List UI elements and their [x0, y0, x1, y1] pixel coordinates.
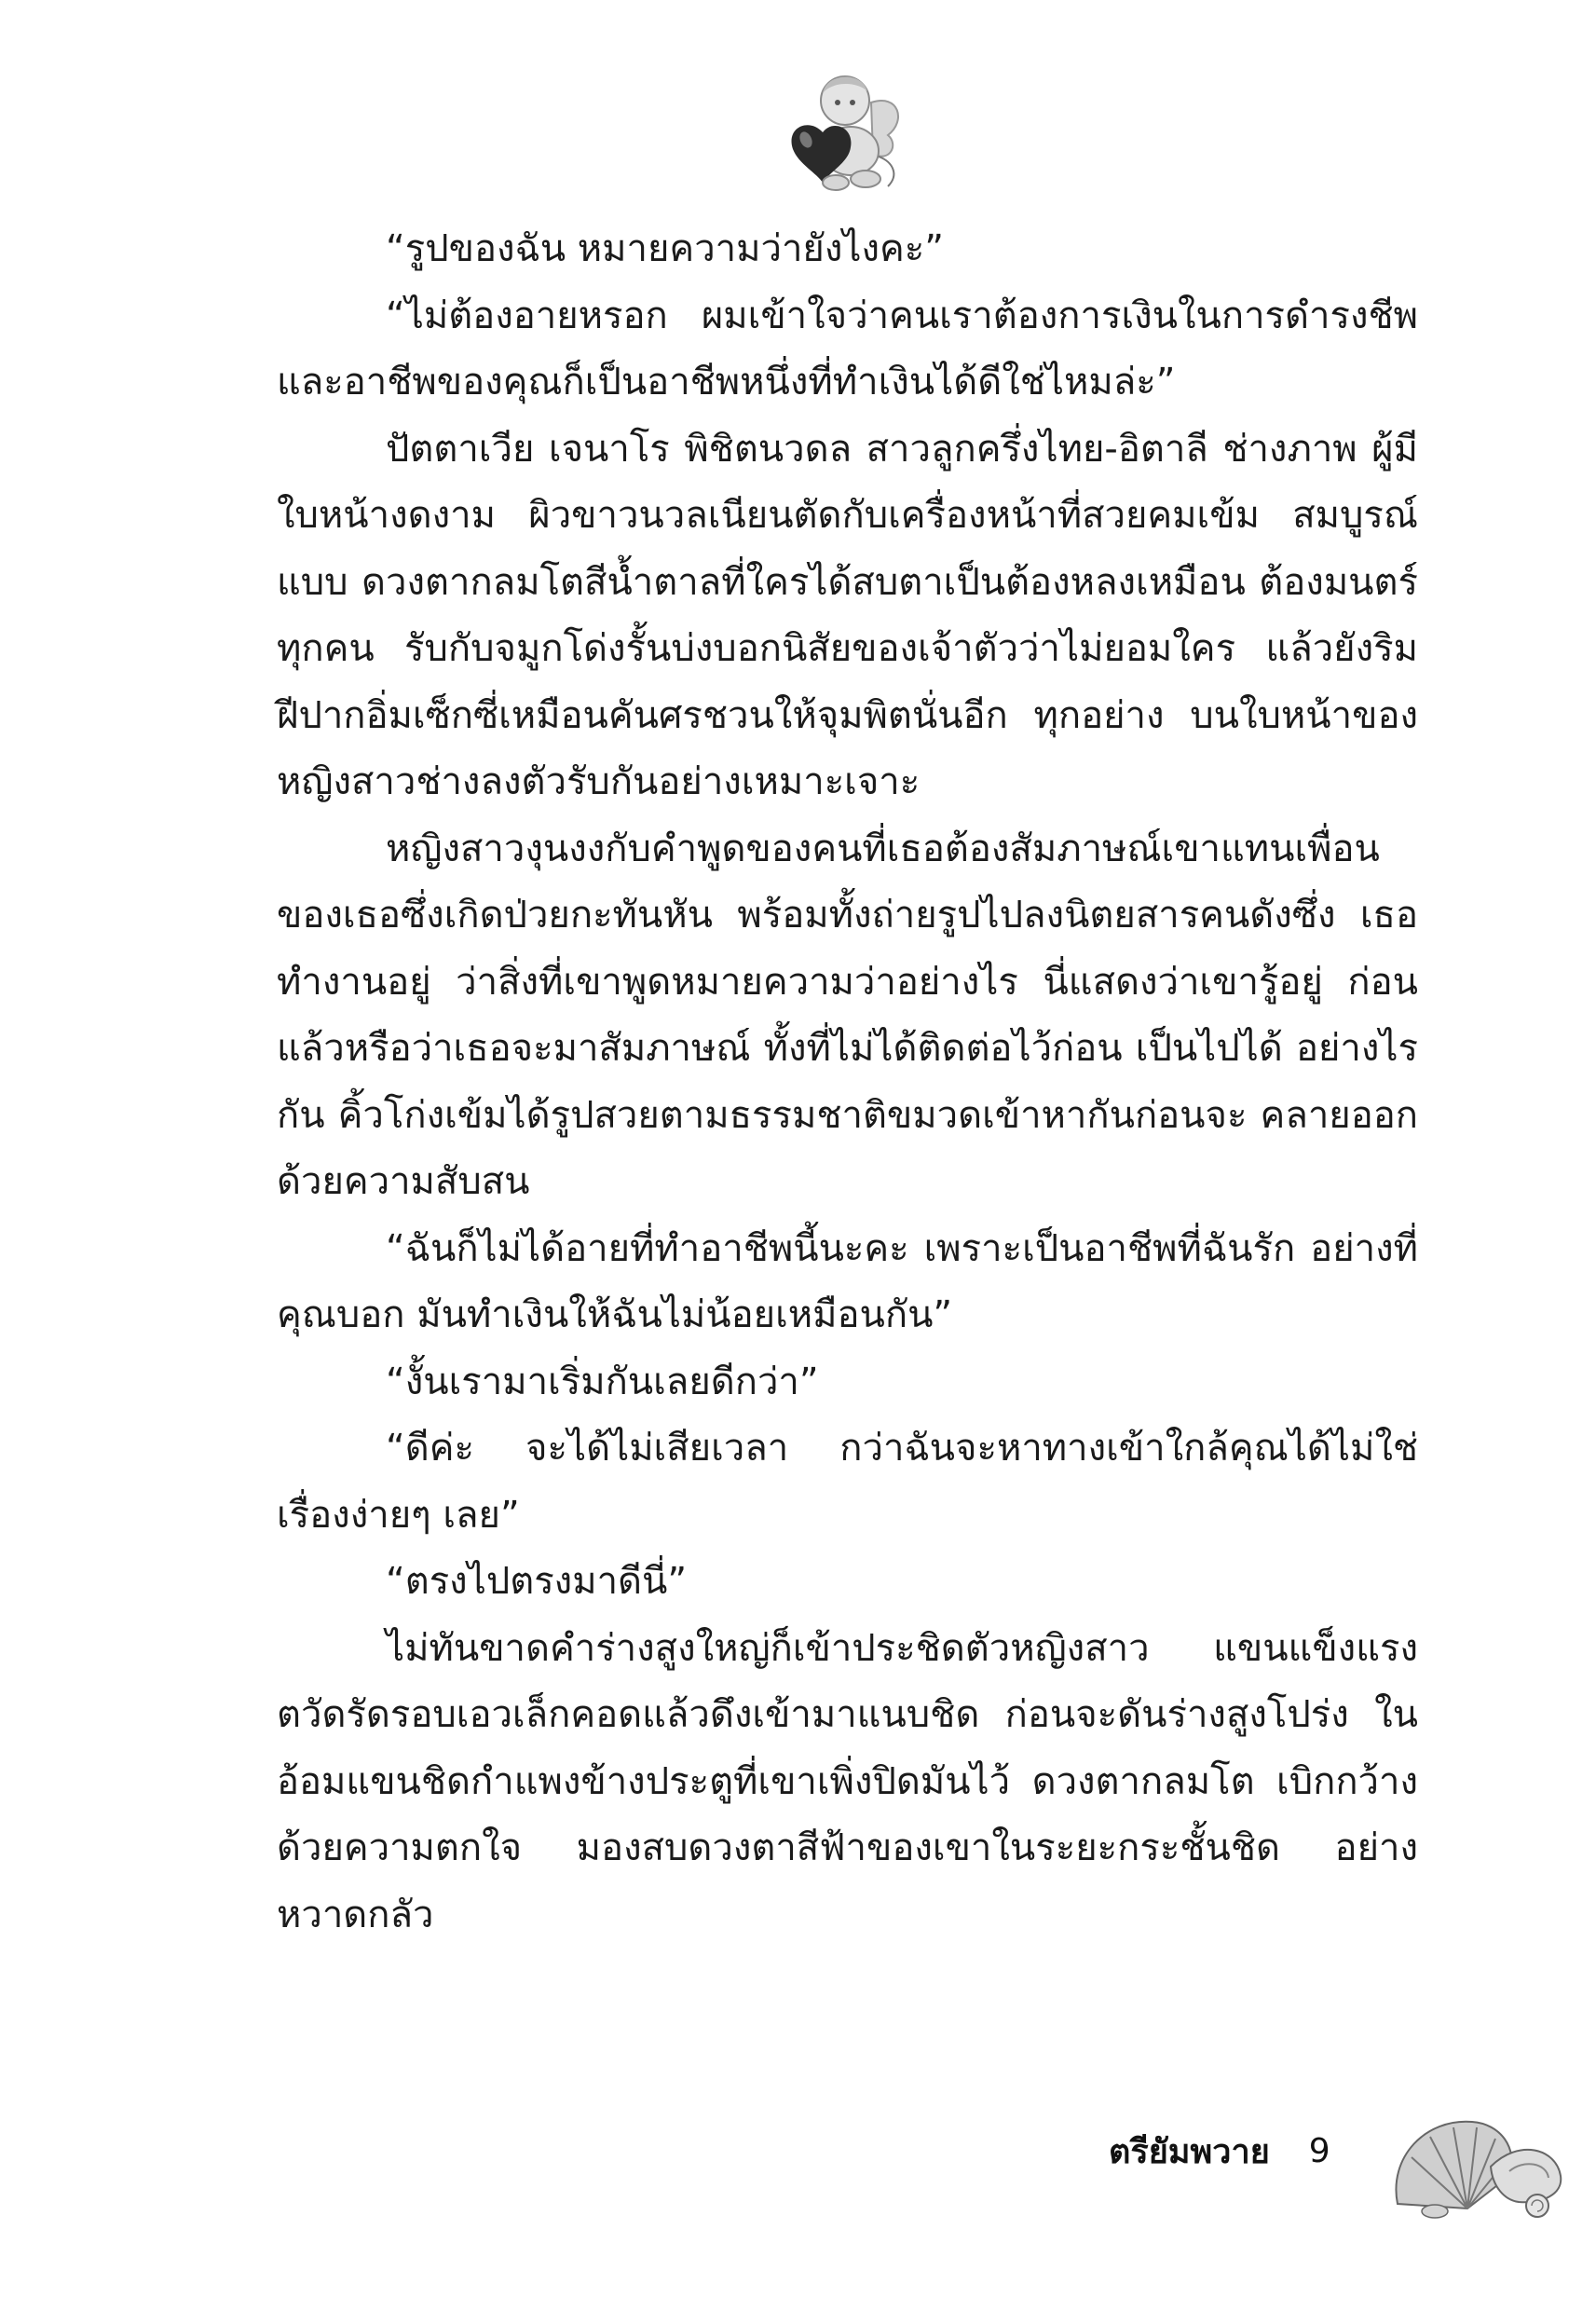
- page-footer: [1109, 2123, 1330, 2179]
- paragraph-1: “รูปของฉัน หมายความว่ายังไงคะ”: [386, 227, 944, 270]
- book-title: ตรียัมพวาย: [1109, 2132, 1270, 2171]
- paragraph-7: “ดีค่ะ จะได้ไม่เสียเวลา กว่าฉันจะหาทางเข้าใกล้คุณได้ไม่ใช่ เรื่องง่ายๆ เลย”: [277, 1427, 1418, 1537]
- paragraph-4: หญิงสาวงุนงงกับคำพูดของคนที่เธอต้องสัมภาษณ์เขาแทนเพื่อน ของเธอซึ่งเกิดป่วยกะทันหัน พร้อมทั้งถ่ายรูปไปลงนิตยสารคนดังซึ่ง เธอทำงานอยู่ ว่าสิ่งที่เขาพูดหมายความว่าอย่างไร นี่แสดงว่าเขารู้อยู่ ก่อนแล้วหรือว่าเธอจะมาสัมภาษณ์ ทั้งที่ไม่ได้ติดต่อไว้ก่อน เป็นไปได้ อย่างไรกัน คิ้วโก่งเข้มได้รูปสวยตามธรรมชาติขมวดเข้าหากันก่อนจะ คลายออกด้วยความสับสน: [277, 827, 1418, 1203]
- paragraph-9: ไม่ทันขาดคำร่างสูงใหญ่ก็เข้าประชิดตัวหญิงสาว แขนแข็งแรง ตวัดรัดรอบเอวเล็กคอดแล้วดึงเข้ามาแนบชิด ก่อนจะดันร่างสูงโปร่ง ในอ้อมแขนชิดกำแพงข้างประตูที่เขาเพิ่งปิดมันไว้ ดวงตากลมโต เบิกกว้างด้วยความตกใจ มองสบดวงตาสีฟ้าของเขาในระยะกระชั้นชิด อย่างหวาดกลัว: [277, 1626, 1418, 1936]
- story-text: [277, 216, 1418, 1949]
- paragraph-6: “งั้นเรามาเริ่มกันเลยดีกว่า”: [386, 1360, 819, 1403]
- seashells-icon: [1379, 2101, 1575, 2222]
- paragraph-3: ปัตตาเวีย เจนาโร พิชิตนวดล สาวลูกครึ่งไทย-อิตาลี ช่างภาพ ผู้มีใบหน้างดงาม ผิวขาวนวลเนียนตัดกับเครื่องหน้าที่สวยคมเข้ม สมบูรณ์แบบ ดวงตากลมโตสีน้ำตาลที่ใครได้สบตาเป็นต้องหลงเหมือน ต้องมนตร์ทุกคน รับกับจมูกโด่งรั้นบ่งบอกนิสัยของเจ้าตัวว่าไม่ยอมใคร แล้วยังริมฝีปากอิ่มเซ็กซี่เหมือนคันศรชวนให้จุมพิตนั่นอีก ทุกอย่าง บนใบหน้าของหญิงสาวช่างลงตัวรับกันอย่างเหมาะเจาะ: [277, 427, 1418, 803]
- paragraph-2: “ไม่ต้องอายหรอก ผมเข้าใจว่าคนเราต้องการเงินในการดำรงชีพ และอาชีพของคุณก็เป็นอาชีพหนึ่งที่ทำเงินได้ดีใช่ไหมล่ะ”: [277, 294, 1418, 403]
- paragraph-8: “ตรงไปตรงมาดีนี่”: [386, 1560, 688, 1603]
- cupid-holding-heart-icon: [769, 65, 908, 196]
- paragraph-5: “ฉันก็ไม่ได้อายที่ทำอาชีพนี้นะคะ เพราะเป็นอาชีพที่ฉันรัก อย่างที่ คุณบอก มันทำเงินให้ฉันไม่น้อยเหมือนกัน”: [277, 1226, 1418, 1336]
- page-number: 9: [1308, 2131, 1330, 2170]
